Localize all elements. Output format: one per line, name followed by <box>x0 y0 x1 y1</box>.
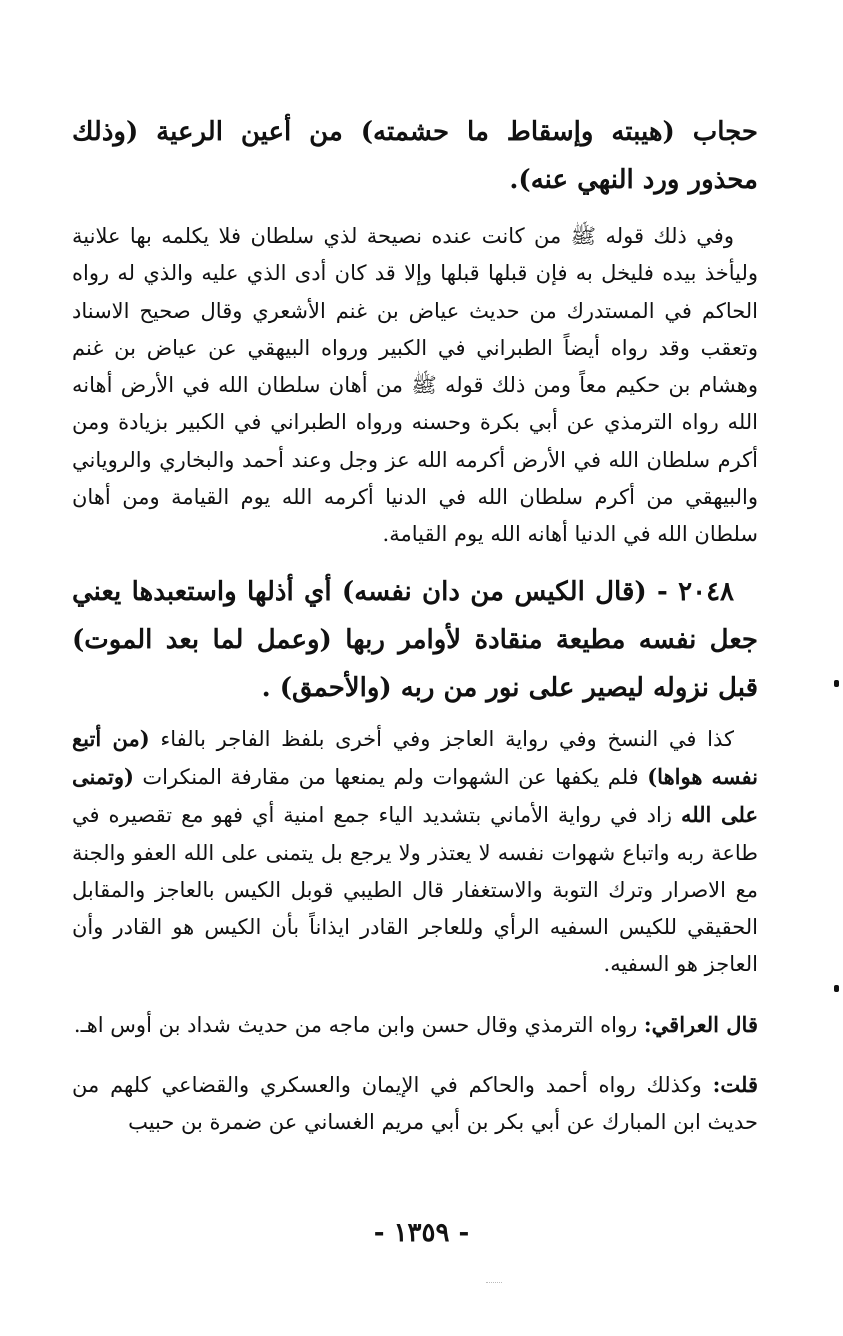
page-number: - ١٣٥٩ - <box>373 1218 470 1248</box>
paragraph-mid: فلم يكفها عن الشهوات ولم يمنعها من مقارفة المنكرات <box>133 764 648 789</box>
citation-label: قال العراقي: <box>643 1011 758 1037</box>
margin-mark <box>834 985 839 992</box>
paragraph-text: حجاب (هيبته وإسقاط ما حشمته) من أعين الرعية (وذلك محذور ورد النهي عنه). <box>72 117 758 195</box>
quoted-phrase: (وتمنى على الله <box>72 763 758 828</box>
margin-mark <box>834 680 839 687</box>
page-text <box>72 108 758 1142</box>
qultu-paragraph <box>72 1066 758 1142</box>
citation-label: قلت: <box>712 1072 758 1098</box>
paragraph-rest: زاد في رواية الأماني بتشديد الياء جمع امنية أي فهو مع تقصيره في طاعة ربه واتباع شهوات نفسه لا يعتذر ولا يرجع بل يتمنى على الله العفو والجنة مع الاصرار وترك التوبة والاستغفار قال الطيبي قوبل الكيس بالعاجز والمقابل الحقيقي للكيس السفيه الرأي وللعاجر القادر ايذاناً بأن الكيس هو القادر وأن العاجز هو السفيه. <box>72 803 758 977</box>
quoted-phrase: (من أتبع نفسه هواها) <box>72 725 759 789</box>
commentary-bold-paragraph <box>72 108 758 204</box>
citation-text: وكذلك رواه أحمد والحاكم في الإيمان والعسكري والقضاعي كلهم من حديث ابن المبارك عن أبي بكر بن أبي مريم الغساني عن ضمرة بن حبيب <box>72 1073 758 1135</box>
explanation-paragraph <box>72 720 758 984</box>
hadith-text: ٢٠٤٨ - (قال الكيس من دان نفسه) أي أذلها واستعبدها يعني جعل نفسه مطيعة منقادة لأوامر ربها (وعمل لما بعد الموت) قبل نزوله ليصير على نور من ربه (والأحمق) . <box>72 576 758 703</box>
hadith-entry-2048 <box>72 568 758 712</box>
paragraph-text: وفي ذلك قوله ﷺ من كانت عنده نصيحة لذي سلطان فلا يكلمه بها علانية وليأخذ بيده فليخل به فإن قبلها قبلها وإلا قد كان أدى الذي عليه والذي له رواه الحاكم في المستدرك من حديث عياض بن غنم الأشعري وقال صحيح الاسناد وتعقب وقد رواه أيضاً الطبراني في الكبير ورواه البيهقي عن عياض بن غنم وهشام بن حكيم معاً ومن ذلك قوله ﷺ من أهان سلطان الله في الأرض أهانه الله رواه الترمذي عن أبي بكرة وحسنه ورواه الطبراني في الكبير بزيادة ومن أكرم سلطان الله في الأرض أكرمه الله عز وجل وعند أحمد والبخاري والروياني والبيهقي من أكرم سلطان الله في الدنيا أكرمه الله يوم القيامة ومن أهان سلطان الله في الدنيا أهانه الله يوم القيامة. <box>72 224 758 547</box>
scan-artifact <box>486 1282 502 1287</box>
hadith-commentary-paragraph <box>72 218 758 554</box>
paragraph-lead: كذا في النسخ وفي رواية العاجز وفي أخرى بلفظ الفاجر بالفاء <box>149 726 734 751</box>
citation-text: رواه الترمذي وقال حسن وابن ماجه من حديث شداد بن أوس اهـ. <box>73 1012 644 1037</box>
iraqi-citation-paragraph <box>72 1006 758 1044</box>
